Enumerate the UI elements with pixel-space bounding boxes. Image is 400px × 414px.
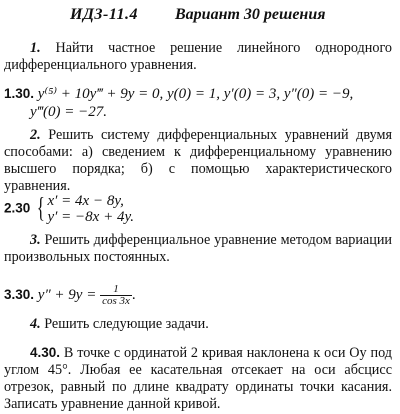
- problem-3-30: [4, 284, 136, 307]
- problem-1-30-line2: [30, 104, 107, 121]
- problem-1-30-equation: y⁽⁵⁾ + 10y‴ + 9y = 0, y(0) = 1, y′(0) = 3, y″(0) = −9,: [37, 86, 354, 102]
- problem-3-30-period: .: [131, 286, 136, 303]
- task-3-number: 3.: [30, 232, 41, 248]
- problem-4-30-text: В точке с ординатой 2 кривая наклонена к оси Oy под углом 45°. Любая ее касательная отсекает на оси абсцисс отрезок, равный по длине квадрату ординаты точки касания. Записать уравнение данной кривой.: [4, 345, 393, 412]
- problem-4-30-number: 4.30.: [30, 345, 61, 360]
- problem-3-30-fraction: [100, 284, 132, 307]
- task-4-statement: [4, 316, 392, 333]
- task-1-number: 1.: [30, 40, 41, 56]
- system-equation-2: y′ = −8x + 4y.: [47, 209, 135, 225]
- task-2-text: Решить систему дифференциальных уравнений двумя способами: а) сведением к дифференциальному уравнению высшего порядка; б) с помощью характеристического уравнения.: [4, 127, 393, 194]
- problem-4-30: [4, 344, 392, 413]
- problem-1-30-line1: [4, 84, 353, 103]
- task-3-text: Решить дифференциальное уравнение методом вариации произвольных постоянных.: [4, 232, 393, 265]
- problem-3-30-number: 3.30.: [4, 286, 35, 302]
- problem-1-30-number: 1.30.: [4, 86, 35, 101]
- task-1-statement: [4, 40, 392, 74]
- problem-2-30: [4, 193, 134, 225]
- variant-title: Вариант 30 решения: [175, 6, 326, 23]
- problem-1-30-conditions: y‴(0) = −27.: [30, 104, 107, 120]
- fraction-denominator: cos 3x: [102, 295, 130, 307]
- problem-3-30-lhs: y″ + 9y =: [37, 286, 97, 303]
- task-4-number: 4.: [30, 316, 41, 332]
- fraction-numerator: 1: [100, 284, 132, 296]
- problem-2-30-number: 2.30: [4, 200, 31, 216]
- assignment-code: ИДЗ-11.4: [70, 6, 138, 23]
- page-header: [0, 4, 400, 26]
- task-1-text: Найти частное решение линейного однородного дифференциального уравнения.: [4, 40, 393, 73]
- task-3-statement: [4, 232, 392, 266]
- system-brace: {: [36, 193, 45, 224]
- task-2-statement: [4, 127, 392, 195]
- problem-2-30-system: [47, 193, 134, 225]
- task-2-number: 2.: [30, 127, 41, 143]
- system-equation-1: x′ = 4x − 8y,: [47, 193, 124, 209]
- task-4-text: Решить следующие задачи.: [44, 316, 209, 332]
